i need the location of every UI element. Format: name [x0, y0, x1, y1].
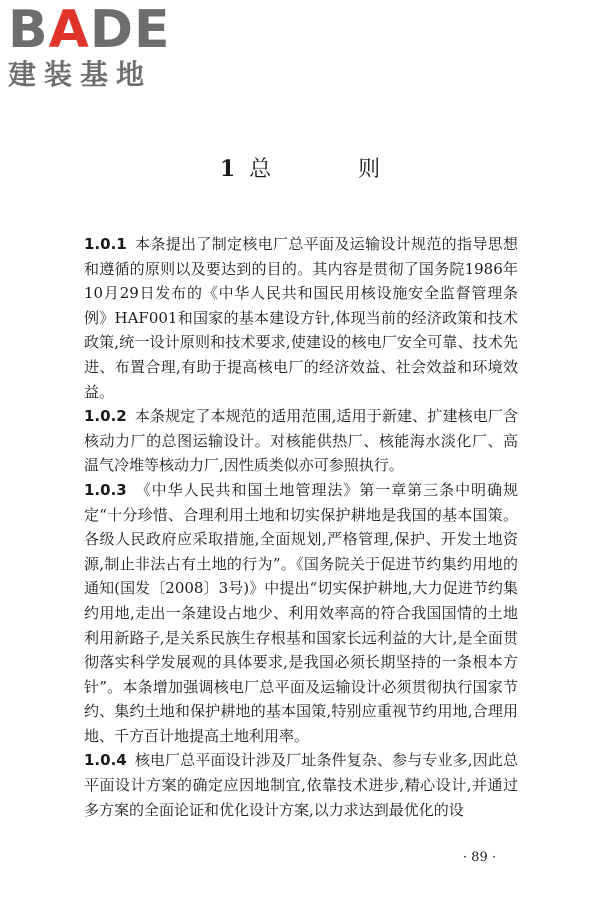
clause-text: 《中华人民共和国土地管理法》第一章第三条中明确规定“十分珍惜、合理利用土地和切实保护耕地是我国的基本国策。各级人民政府应采取措施,全面规划,严格管理,保护、开发土地资源,制止非法占有土地的行为”。《国务院关于促进节约集约用地的通知(国发〔2008〕3号)》中提出“切实保护耕地,大力促进节约集约用地,走出一条建设占地少、利用效率高的符合我国国情的土地利用新路子,是关系民族生存根基和国家长远利益的大计,是全面贯彻落实科学发展观的具体要求,是我国必须长期坚持的一条根本方针”。本条增加强调核电厂总平面及运输设计必须贯彻执行国家节约、集约土地和保护耕地的基本国策,特别应重视节约用地,合理用地、千方百计地提高土地利用率。 — [84, 480, 518, 745]
logo-letter-a: A — [48, 0, 90, 60]
clause-text: 核电厂总平面设计涉及厂址条件复杂、参与专业多,因此总平面设计方案的确定应因地制宜,依靠技术进步,精心设计,并通过多方案的全面论证和优化设计方案,以力求达到最优化的设 — [84, 751, 518, 819]
page-number: · 89 · — [462, 850, 496, 865]
clause-number: 1.0.2 — [84, 407, 127, 426]
chapter-heading: 总 则 — [249, 157, 421, 182]
logo-chinese-name: 建装基地 — [8, 58, 153, 91]
logo-wordmark — [8, 0, 178, 60]
clause-number: 1.0.4 — [84, 751, 127, 770]
clause-1-0-3 — [84, 478, 518, 749]
chapter-title — [0, 155, 600, 184]
clause-number: 1.0.3 — [84, 480, 127, 499]
clause-1-0-2 — [84, 404, 518, 478]
clause-1-0-1 — [84, 232, 518, 404]
clause-number: 1.0.1 — [84, 235, 127, 253]
logo-letter-b: B — [8, 0, 49, 60]
clause-1-0-4 — [84, 748, 518, 822]
chapter-number: 1 — [219, 156, 236, 182]
logo-letters-de: DE — [89, 0, 171, 60]
clause-text: 本条规定了本规范的适用范围,适用于新建、扩建核电厂含核动力厂的总图运输设计。对核能供热厂、核能海水淡化厂、高温气冷堆等核动力厂,因性质类似亦可参照执行。 — [84, 407, 518, 475]
clause-text: 本条提出了制定核电厂总平面及运输设计规范的指导思想和遵循的原则以及要达到的目的。其内容是贯彻了国务院1986年10月29日发布的《中华人民共和国民用核设施安全监督管理条例》HAF001和国家的基本建设方针,体现当前的经济政策和技术政策,统一设计原则和技术要求,使建设的核电厂安全可靠、技术先进、布置合理,有助于提高核电厂的经济效益、社会效益和环境效益。 — [84, 235, 518, 401]
bade-logo — [8, 0, 178, 92]
body-text — [84, 232, 518, 822]
